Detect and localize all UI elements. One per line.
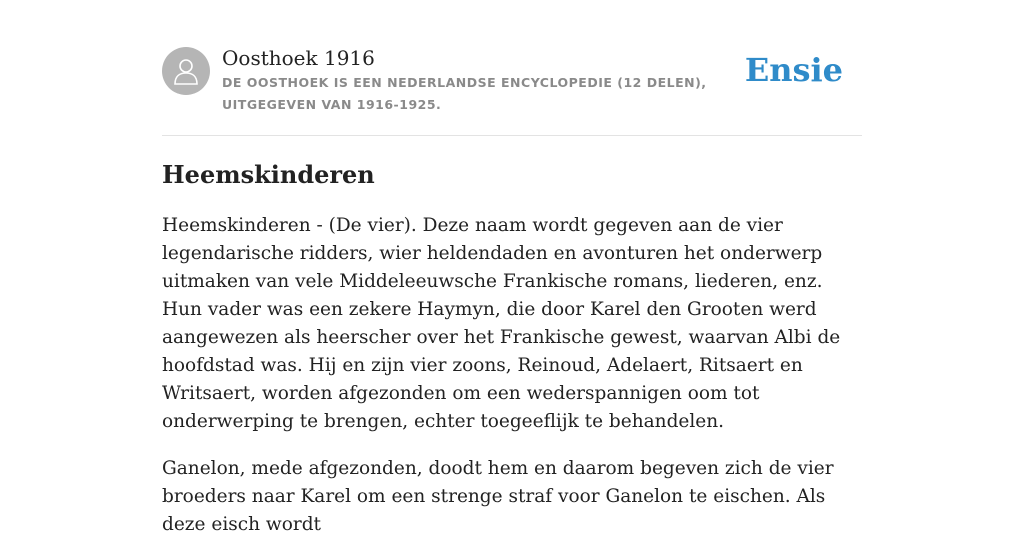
avatar[interactable]	[162, 47, 210, 95]
article-title: Heemskinderen	[162, 160, 375, 189]
article-body	[162, 212, 862, 558]
user-icon	[173, 57, 199, 85]
source-description: DE OOSTHOEK IS EEN NEDERLANDSE ENCYCLOPEDIE (12 DELEN), UITGEGEVEN VAN 1916-1925.	[222, 75, 707, 112]
article-paragraph: Ganelon, mede afgezonden, doodt hem en daarom begeven zich de vier broeders naar Karel om een strenge straf voor Ganelon te eischen. Als deze eisch wordt	[162, 458, 834, 535]
divider	[162, 135, 862, 136]
source-header	[162, 44, 862, 136]
source-title[interactable]: Oosthoek 1916	[222, 46, 375, 70]
article-paragraph: Heemskinderen - (De vier). Deze naam wordt gegeven aan de vier legendarische ridders, wier heldendaden en avonturen het onderwerp uitmaken van vele Middeleeuwsche Frankische romans, liederen, enz. Hun vader was een zekere Haymyn, die door Karel den Grooten werd aangewezen als heerscher over het Frankische gewest, waarvan Albi de hoofdstad was. Hij en zijn vier zoons, Reinoud, Adelaert, Ritsaert en Writsaert, worden afgezonden om een wederspannigen oom tot onderwerping te brengen, echter toegeeflijk te behandelen.	[162, 215, 841, 432]
ensie-logo[interactable]: Ensie	[744, 51, 843, 89]
